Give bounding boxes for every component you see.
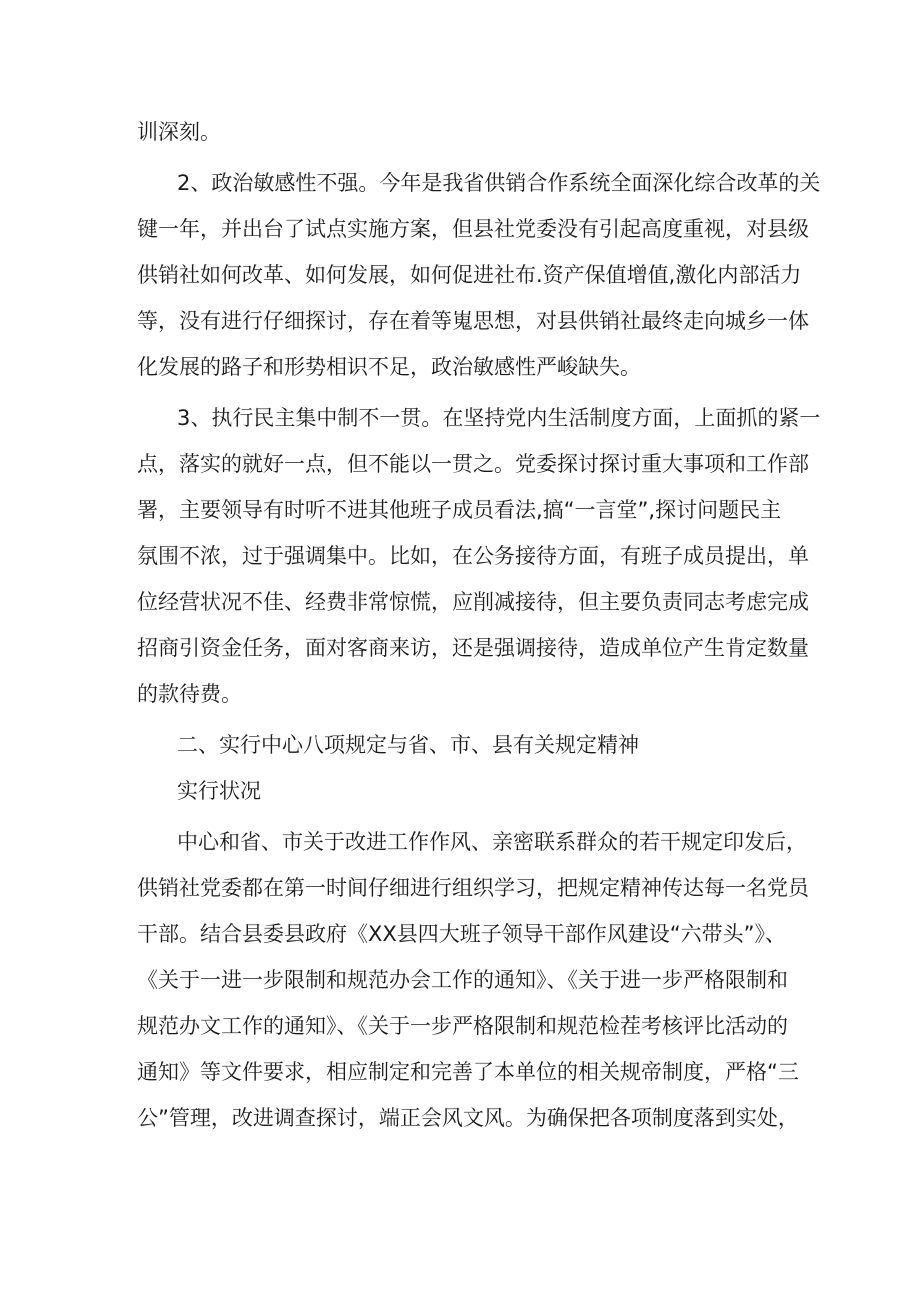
section-heading: 二、实行中心八项规定与省、市、县有关规定精神 bbox=[177, 733, 639, 757]
text-line: 规范办文工作的通知》、《关于一步严格限制和规范检茬考核评比活动的 bbox=[137, 1014, 788, 1038]
text-line: 点，落实的就好一点，但不能以一贯之。党委探讨探讨重大事项和工作部 bbox=[137, 452, 809, 476]
text-line: 供销社党委都在第一时间仔细进行组织学习，把规定精神传达每一名党员 bbox=[137, 876, 809, 900]
text-line: 中心和省、市关于改进工作作风、亲密联系群众的若干规定印发后， bbox=[177, 830, 807, 854]
text-line: 干部。结合县委县政府《XX县四大班子领导干部作风建设“六带头”》、 bbox=[137, 922, 787, 946]
text-line: 氛围不浓，过于强调集中。比如，在公务接待方面，有班子成员提出，单 bbox=[137, 544, 809, 568]
text-line: 3、执行民主集中制不一贯。在坚持党内生活制度方面，上面抓的紧一 bbox=[177, 406, 821, 430]
text-line: 招商引资金任务，面对客商来访，还是强调接待，造成单位产生肯定数量 bbox=[137, 636, 809, 660]
text-line: 位经营状况不佳、经费非常惊慌，应削减接待，但主要负责同志考虑完成 bbox=[137, 590, 809, 614]
text-line: 2、政治敏感性不强。今年是我省供销合作系统全面深化综合改革的关 bbox=[177, 171, 821, 195]
section-heading: 实行状况 bbox=[177, 779, 261, 803]
text-line: 署，主要领导有时听不进其他班子成员看法,搞“一言堂”,探讨问题民主 bbox=[137, 498, 782, 522]
text-line: 《关于一进一步限制和规范办会工作的通知》、《关于进一步严格限制和 bbox=[137, 968, 788, 992]
document-body bbox=[137, 109, 821, 1141]
text-line: 供销社如何改革、如何发展，如何促进社布.资产保值增值,激化内部活力 bbox=[137, 263, 802, 287]
text-line: 通知》等文件要求，相应制定和完善了本单位的相关规帝制度，严格“三 bbox=[137, 1060, 799, 1084]
text-line: 化发展的路子和形势相识不足，政治敏感性严峻缺失。 bbox=[137, 355, 641, 379]
text-line: 键一年，并出台了试点实施方案，但县社党委没有引起高度重视，对县级 bbox=[137, 217, 809, 241]
text-line: 训深刻。 bbox=[137, 120, 221, 144]
text-line: 公”管理，改进调查探讨，端正会风文风。为确保把各项制度落到实处， bbox=[137, 1106, 799, 1130]
text-line: 的款待费。 bbox=[137, 682, 242, 706]
text-line: 等，没有进行仔细探讨，存在着等嵬思想，对县供销社最终走向城乡一体 bbox=[137, 309, 809, 333]
